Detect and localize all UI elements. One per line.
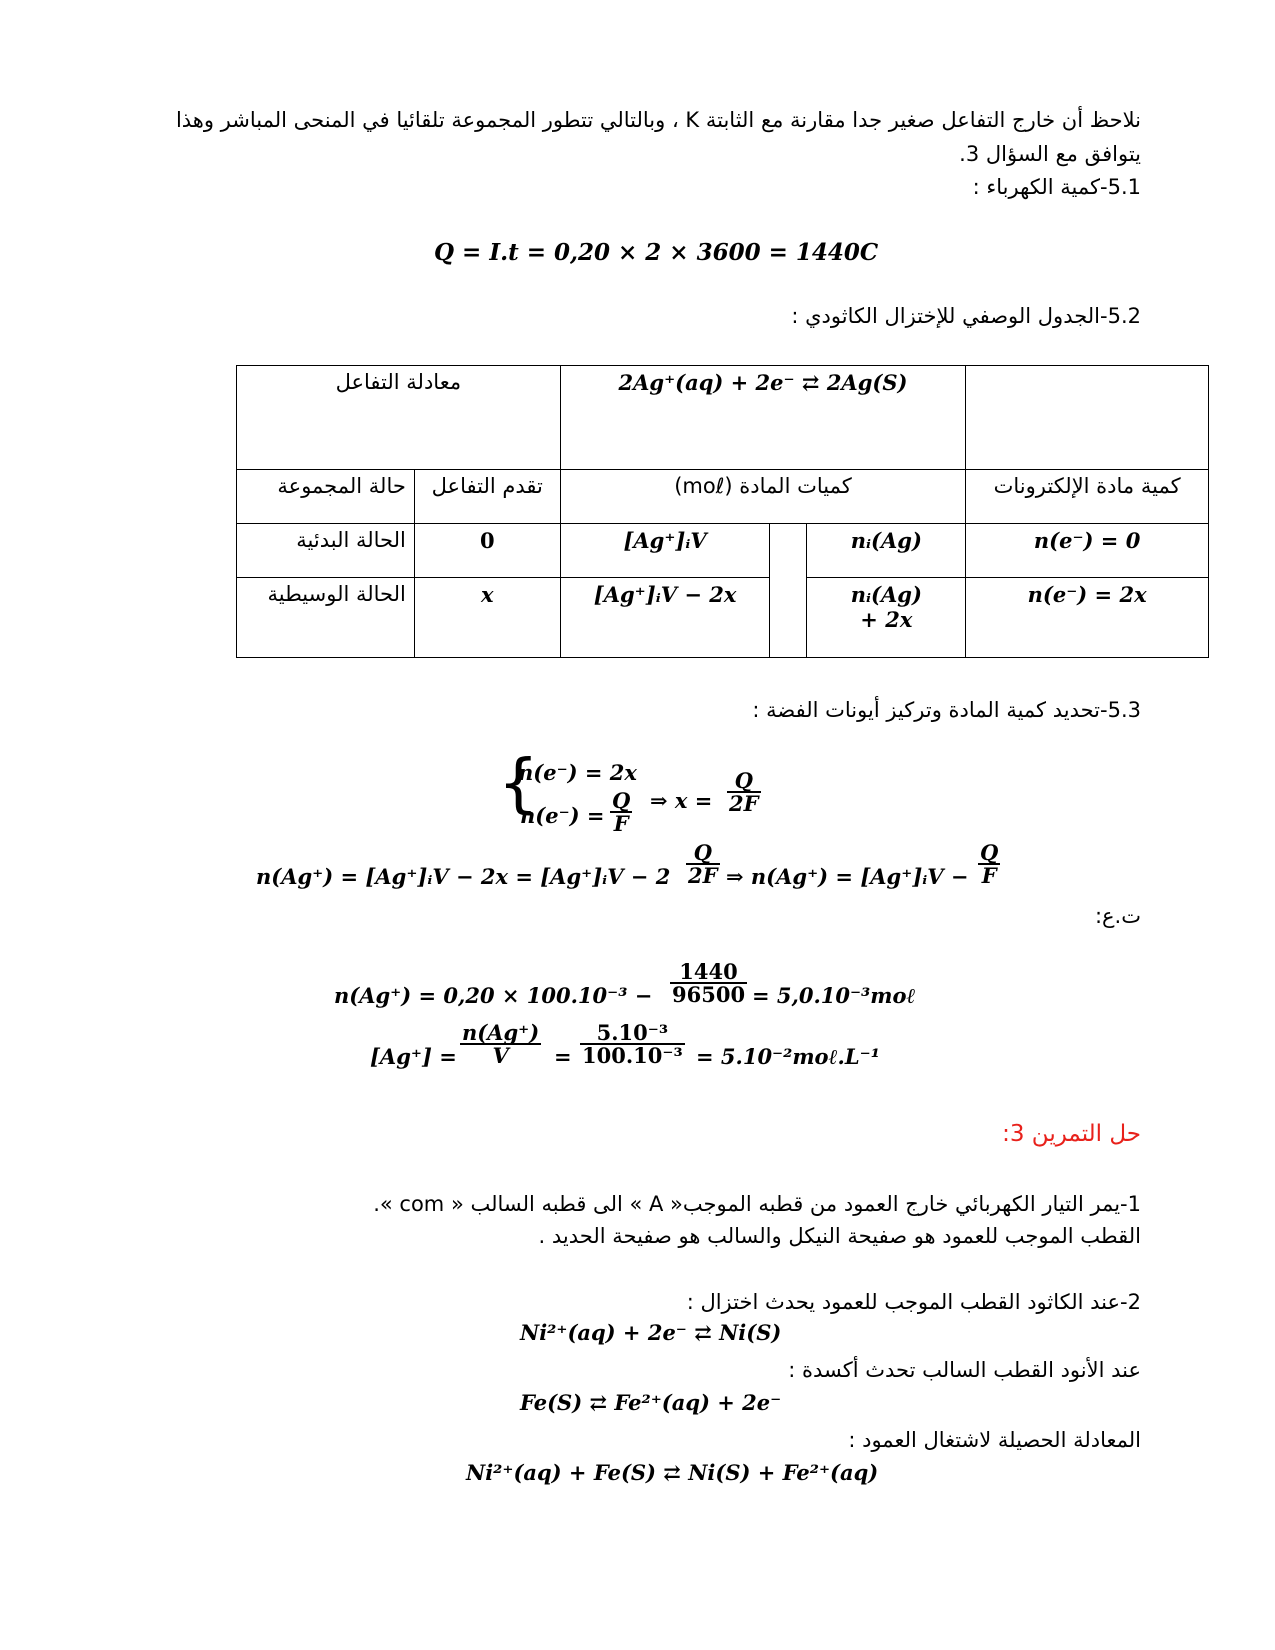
table-initial-ag-ion: [Ag⁺]ᵢV <box>560 524 770 578</box>
ex3-p1-line-2: القطب الموجب للعمود هو صفيحة النيكل والسالب هو صفيحة الحديد . <box>538 1224 1141 1248</box>
intro-line-2: يتوافق مع السؤال 3. <box>959 142 1141 166</box>
charge-formula: Q = I.t = 0,20 × 2 × 3600 = 1440C <box>434 239 879 266</box>
ex3-p4: المعادلة الحصيلة لاشتغال العمود : <box>848 1428 1141 1452</box>
system-implies-x: ⇒ x = <box>650 788 713 813</box>
conc-equals: = <box>554 1044 572 1069</box>
n-ag-numeric-left: n(Ag⁺) = 0,20 × 100.10⁻³ − <box>334 983 653 1008</box>
conc-frac-2: $\frac{\text{5.10⁻³}}{\text{100.10⁻³}}$ <box>582 1020 683 1068</box>
conc-left: [Ag⁺] = <box>370 1044 457 1069</box>
reduction-equation: Ni²⁺(aq) + 2e⁻ ⇄ Ni(S) <box>520 1320 782 1345</box>
system-eq-1: n(e⁻) = 2x <box>518 760 637 785</box>
table-header-state: حالة المجموعة <box>237 470 415 524</box>
conc-result: = 5.10⁻²moℓ.L⁻¹ <box>696 1044 880 1069</box>
table-initial-electrons: n(e⁻) = 0 <box>966 524 1209 578</box>
table-header-quantities: كميات المادة (moℓ) <box>560 470 966 524</box>
numerical-application-label: ت.ع: <box>1094 904 1141 928</box>
section-5-3-heading: 5.3-تحديد كمية المادة وتركيز أيونات الفضة : <box>752 698 1141 722</box>
table-intermediate-ag-ion: [Ag⁺]ᵢV − 2x <box>560 578 770 658</box>
system-eq-2-frac: $\frac{Q}{F}$ <box>612 788 631 836</box>
table-initial-state: الحالة البدئية <box>237 524 415 578</box>
table-intermediate-electrons: n(e⁻) = 2x <box>966 578 1209 658</box>
system-x-frac: $\frac{Q}{2F}$ <box>729 768 759 816</box>
n-ag-numeric-result: = 5,0.10⁻³moℓ <box>752 983 916 1008</box>
section-5-1-heading: 5.1-كمية الكهرباء : <box>972 175 1141 199</box>
ex3-p3: عند الأنود القطب السالب تحدث أكسدة : <box>788 1358 1141 1382</box>
ex3-p1-line-1: 1-يمر التيار الكهربائي خارج العمود من قطبه الموجب« A » الى قطبه السالب « com ». <box>373 1192 1141 1216</box>
system-brace: { <box>498 747 539 821</box>
table-intermediate-ag: nᵢ(Ag) + 2x <box>807 578 966 658</box>
intro-line-1: نلاحظ أن خارج التفاعل صغير جدا مقارنة مع الثابتة K ، وبالتالي تتطور المجموعة تلقائيا في المنحى المباشر وهذا <box>175 108 1141 132</box>
oxidation-equation: Fe(S) ⇄ Fe²⁺(aq) + 2e⁻ <box>520 1390 782 1415</box>
ex3-p2: 2-عند الكاثود القطب الموجب للعمود يحدث اختزال : <box>686 1290 1141 1314</box>
n-ag-expression-left: n(Ag⁺) = [Ag⁺]ᵢV − 2x = [Ag⁺]ᵢV − 2 <box>256 864 671 889</box>
table-empty-cell <box>966 366 1209 470</box>
n-ag-expression-mid: ⇒ n(Ag⁺) = [Ag⁺]ᵢV − <box>726 864 969 889</box>
overall-equation: Ni²⁺(aq) + Fe(S) ⇄ Ni(S) + Fe²⁺(aq) <box>466 1460 879 1485</box>
table-separator-cell <box>770 524 807 658</box>
descriptive-table <box>236 365 1209 658</box>
table-intermediate-state: الحالة الوسيطية <box>237 578 415 658</box>
table-header-electrons: كمية مادة الإلكترونات <box>966 470 1209 524</box>
table-header-progress: تقدم التفاعل <box>414 470 560 524</box>
table-reaction-equation: 2Ag⁺(aq) + 2e⁻ ⇄ 2Ag(S) <box>560 366 966 470</box>
conc-frac-1: $\frac{n(Ag^+)}{V}$ <box>462 1020 540 1068</box>
system-eq-2-left: n(e⁻) = <box>520 803 605 828</box>
n-ag-numeric-frac: $\frac{1440}{96500}$ <box>672 959 746 1007</box>
table-intermediate-progress: x <box>414 578 560 658</box>
section-5-2-heading: 5.2-الجدول الوصفي للإختزال الكاثودي : <box>791 304 1141 328</box>
table-initial-progress: 0 <box>414 524 560 578</box>
n-ag-frac-2: $\frac{Q}{F}$ <box>980 840 999 888</box>
table-eq-label: معادلة التفاعل <box>237 366 561 470</box>
table-initial-ag: nᵢ(Ag) <box>807 524 966 578</box>
n-ag-frac-1: $\frac{Q}{2F}$ <box>688 840 718 888</box>
exercise-3-title: حل التمرين 3: <box>1002 1121 1141 1147</box>
